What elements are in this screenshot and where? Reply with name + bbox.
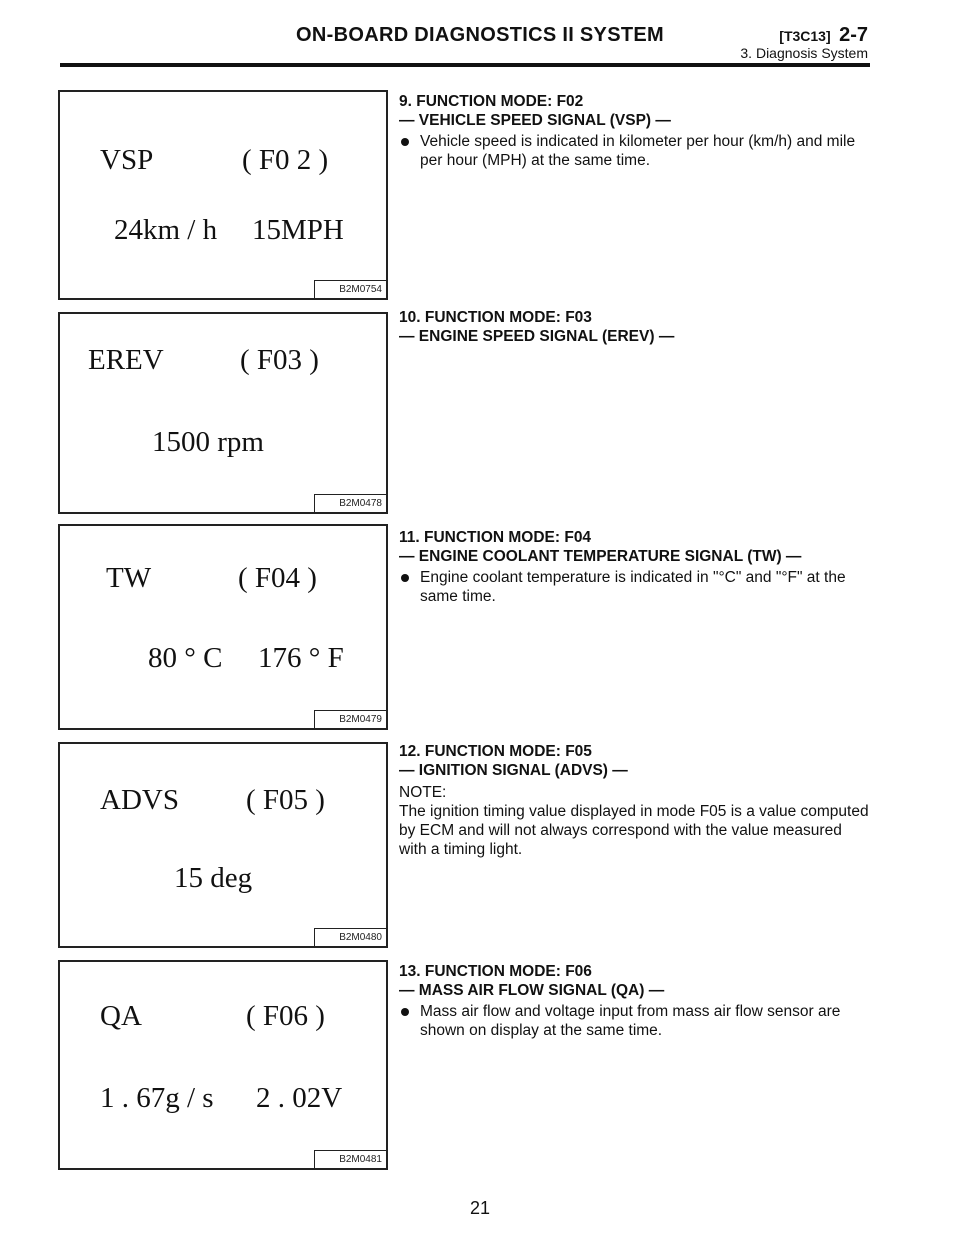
header-title: ON-BOARD DIAGNOSTICS II SYSTEM [296, 24, 664, 46]
bullet-item [399, 132, 871, 170]
section-subheading: — ENGINE COOLANT TEMPERATURE SIGNAL (TW) — [399, 548, 802, 565]
note-label: NOTE: [399, 784, 447, 801]
bullet-icon [401, 138, 409, 146]
display-screen-tw [58, 524, 388, 730]
figure-label: B2M0481 [339, 1154, 382, 1165]
screen-value-2: 176 ° F [258, 642, 344, 674]
screen-value-1: 15 deg [174, 862, 253, 894]
screen-param: ADVS [100, 784, 179, 816]
section-subheading: — IGNITION SIGNAL (ADVS) — [399, 762, 628, 779]
bullet-text: Vehicle speed is indicated in kilometer per hour (km/h) and mile per hour (MPH) at the same time. [420, 133, 856, 169]
display-screen-qa [58, 960, 388, 1170]
bullet-icon [401, 1008, 409, 1016]
screen-param: VSP [100, 144, 154, 176]
section-subheading: — ENGINE SPEED SIGNAL (EREV) — [399, 328, 675, 345]
section-f04 [399, 528, 871, 606]
screen-mode: ( F05 ) [246, 784, 325, 816]
section-heading: 13. FUNCTION MODE: F06 [399, 963, 592, 980]
screen-value-1: 80 ° C [148, 642, 223, 674]
bullet-item [399, 1002, 871, 1040]
section-heading: 11. FUNCTION MODE: F04 [399, 529, 592, 546]
screen-value-1: 1500 rpm [152, 426, 264, 458]
display-screen-advs [58, 742, 388, 948]
screen-param: TW [106, 562, 152, 594]
page-number: 21 [469, 1198, 491, 1218]
screen-param: EREV [88, 344, 164, 376]
screen-mode: ( F04 ) [238, 562, 317, 594]
bullet-text: Mass air flow and voltage input from mass air flow sensor are shown on display at the same time. [420, 1003, 841, 1039]
section-f03 [399, 308, 871, 346]
screen-mode: ( F06 ) [246, 1000, 325, 1032]
section-f05 [399, 742, 871, 859]
section-f06 [399, 962, 871, 1040]
section-heading: 9. FUNCTION MODE: F02 [399, 93, 584, 110]
section-heading: 10. FUNCTION MODE: F03 [399, 309, 592, 326]
header-page-ref [779, 24, 868, 47]
screen-mode: ( F0 2 ) [242, 144, 329, 176]
header-subtitle: 3. Diagnosis System [740, 45, 868, 61]
section-subheading: — VEHICLE SPEED SIGNAL (VSP) — [399, 112, 671, 129]
section-f02 [399, 92, 871, 170]
header-divider [60, 63, 870, 67]
screen-value-2: 2 . 02V [256, 1082, 343, 1114]
section-subheading: — MASS AIR FLOW SIGNAL (QA) — [399, 982, 665, 999]
screen-param: QA [100, 1000, 142, 1032]
bullet-icon [401, 574, 409, 582]
display-screen-vsp [58, 90, 388, 300]
screen-value-1: 1 . 67g / s [100, 1082, 214, 1114]
bullet-text: Engine coolant temperature is indicated in "°C" and "°F" at the same time. [420, 569, 846, 605]
screen-mode: ( F03 ) [240, 344, 319, 376]
screen-value-1: 24km / h [114, 214, 218, 246]
figure-label: B2M0480 [339, 932, 382, 943]
figure-label: B2M0478 [339, 498, 382, 509]
figure-label: B2M0479 [339, 714, 382, 725]
display-screen-erev [58, 312, 388, 514]
section-heading: 12. FUNCTION MODE: F05 [399, 743, 592, 760]
figure-label: B2M0754 [339, 284, 382, 295]
screen-value-2: 15MPH [252, 214, 344, 246]
note-text: The ignition timing value displayed in mode F05 is a value computed by ECM and will not always correspond with the value measured with a timing light. [399, 803, 869, 858]
header-page-number: 2-7 [839, 24, 868, 46]
bullet-item [399, 568, 871, 606]
header-code: [T3C13] [779, 28, 831, 44]
